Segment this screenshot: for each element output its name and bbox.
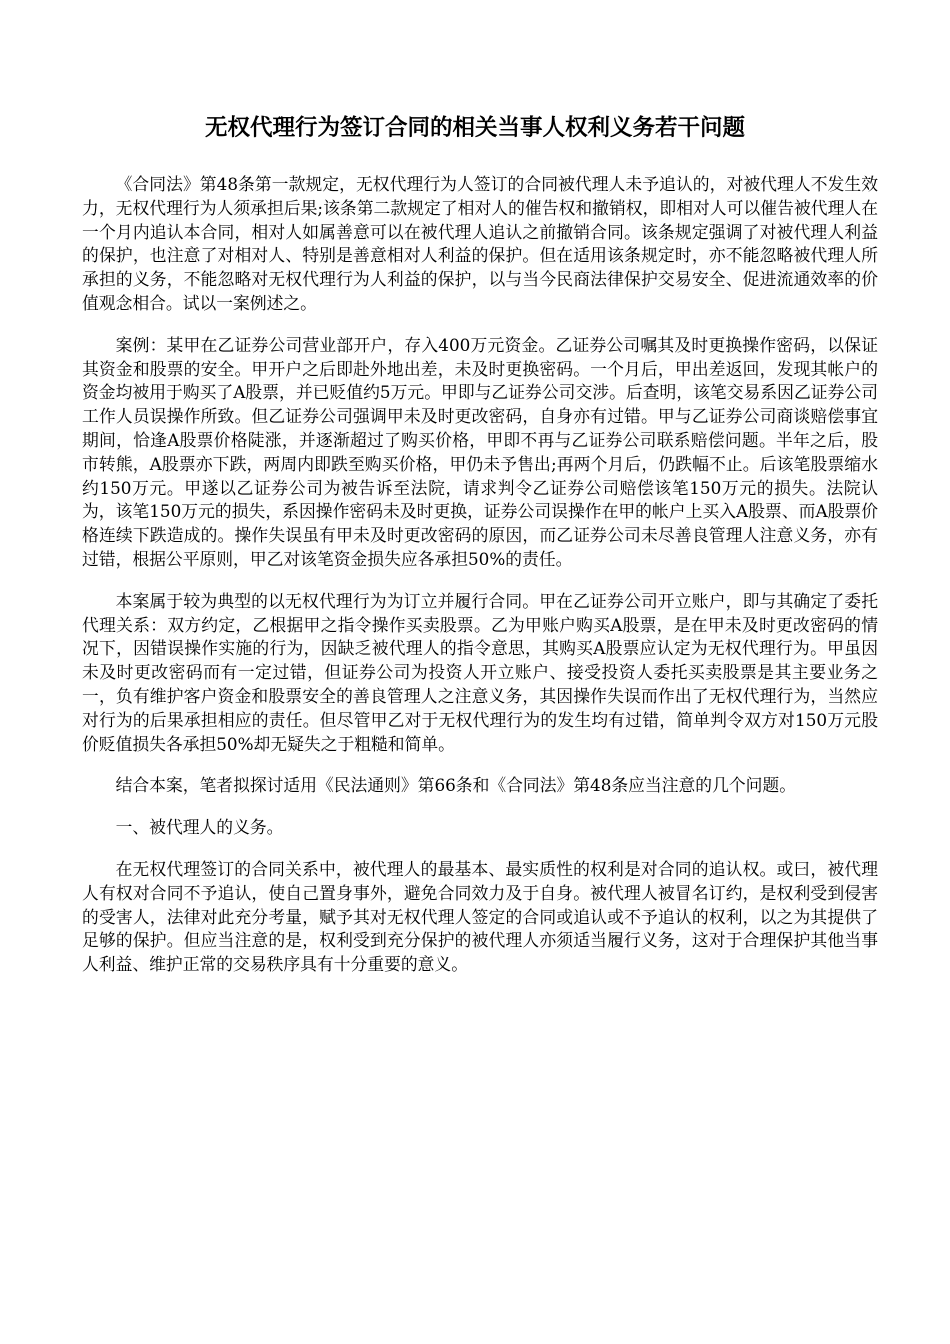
paragraph-topics: 结合本案，笔者拟探讨适用《民法通则》第66条和《合同法》第48条应当注意的几个问题。	[115, 775, 796, 796]
section-heading-1: 一、被代理人的义务。	[115, 817, 284, 838]
paragraph-case: 案例：某甲在乙证券公司营业部开户，存入400万元资金。乙证券公司嘱其及时更换操作密码，以保证其资金和股票的安全。甲开户之后即赴外地出差，未及时更换密码。一个月后，甲出差返回，发现其帐户的资金均被用于购买了A股票，并已贬值约5万元。甲即与乙证券公司交涉。后查明，该笔交易系因乙证券公司工作人员误操作所致。但乙证券公司强调甲未及时更改密码，自身亦有过错。甲与乙证券公司商谈赔偿事宜期间，恰逢A股票价格陡涨，并逐渐超过了购买价格，甲即不再与乙证券公司联系赔偿问题。半年之后，股市转熊，A股票亦下跌，两周内即跌至购买价格，甲仍未予售出;再两个月后，仍跌幅不止。后该笔股票缩水约150万元。甲遂以乙证券公司为被告诉至法院，请求判令乙证券公司赔偿该笔150万元的损失。法院认为，该笔150万元的损失，系因操作密码未及时更换，证券公司误操作在甲的帐户上买入A股票、而A股票价格连续下跌造成的。操作失误虽有甲未及时更改密码的原因，而乙证券公司未尽善良管理人注意义务，亦有过错，根据公平原则，甲乙对该笔资金损失应各承担50%的责任。	[82, 334, 878, 569]
paragraph-principal-duty: 在无权代理签订的合同关系中，被代理人的最基本、最实质性的权利是对合同的追认权。或曰，被代理人有权对合同不予追认，使自己置身事外，避免合同效力及于自身。被代理人被冒名订约，是权利受到侵害的受害人，法律对此充分考量，赋予其对无权代理人签定的合同或追认或不予追认的权利，以之为其提供了足够的保护。但应当注意的是，权利受到充分保护的被代理人亦须适当履行义务，这对于合理保护其他当事人利益、维护正常的交易秩序具有十分重要的意义。	[82, 858, 878, 975]
document-title: 无权代理行为签订合同的相关当事人权利义务若干问题	[204, 115, 745, 141]
document-body	[82, 173, 878, 995]
paragraph-intro: 《合同法》第48条第一款规定，无权代理行为人签订的合同被代理人未予追认的，对被代理人不发生效力，无权代理行为人须承担后果;该条第二款规定了相对人的催告权和撤销权，即相对人可以催告被代理人在一个月内追认本合同，相对人如属善意可以在被代理人追认之前撤销合同。该条规定强调了对被代理人利益的保护，也注意了对相对人、特别是善意相对人利益的保护。但在适用该条规定时，亦不能忽略被代理人所承担的义务，不能忽略对无权代理行为人利益的保护，以与当今民商法律保护交易安全、促进流通效率的价值观念相合。试以一案例述之。	[82, 174, 878, 313]
paragraph-analysis: 本案属于较为典型的以无权代理行为为订立并履行合同。甲在乙证券公司开立账户，即与其确定了委托代理关系：双方约定，乙根据甲之指令操作买卖股票。乙为甲账户购买A股票，是在甲未及时更改密码的情况下，因错误操作实施的行为，因缺乏被代理人的指令意思，其购买A股票应认定为无权代理行为。甲虽因未及时更改密码而有一定过错，但证券公司为投资人开立账户、接受投资人委托买卖股票是其主要业务之一，负有维护客户资金和股票安全的善良管理人之注意义务，其因操作失误而作出了无权代理行为，当然应对行为的后果承担相应的责任。但尽管甲乙对于无权代理行为的发生均有过错，简单判令双方对150万元股价贬值损失各承担50%却无疑失之于粗糙和简单。	[82, 590, 878, 754]
